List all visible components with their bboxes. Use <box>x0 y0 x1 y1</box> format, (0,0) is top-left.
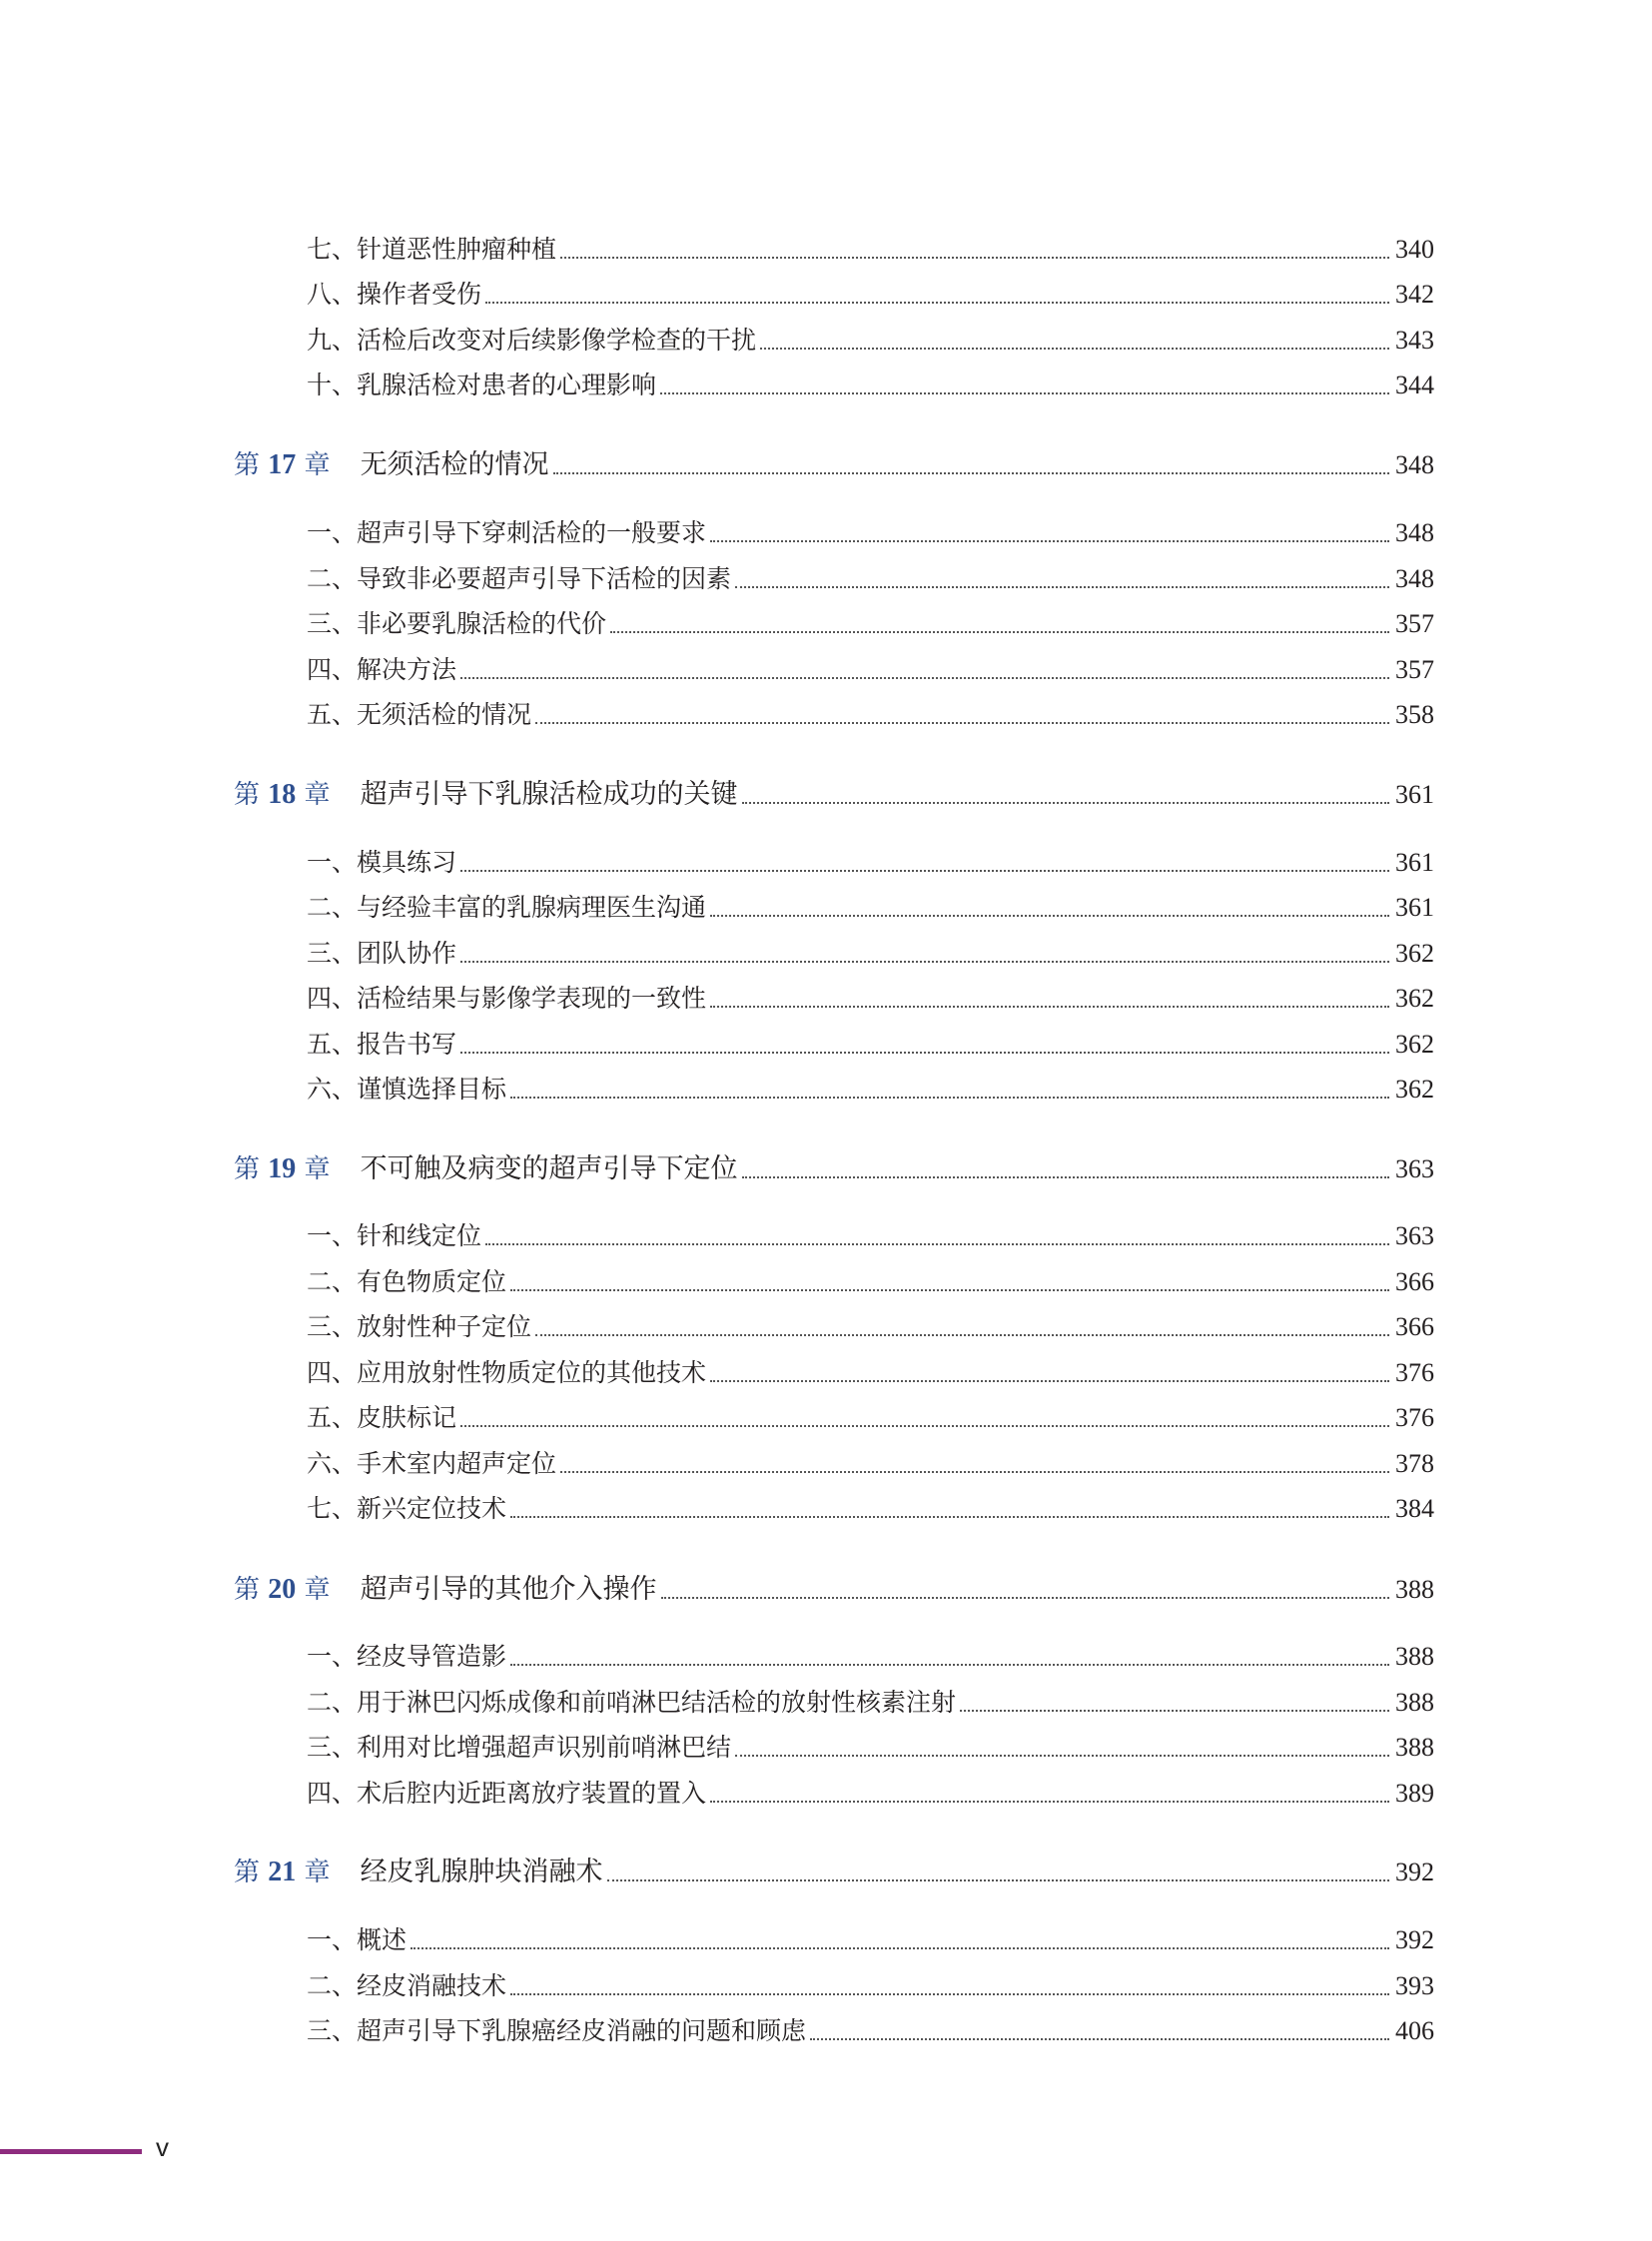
toc-entry[interactable] <box>307 325 1434 357</box>
toc-entry-page: 342 <box>1395 280 1434 309</box>
toc-entry-label: 四、应用放射性物质定位的其他技术 <box>307 1358 707 1387</box>
toc-entry-label: 二、用于淋巴闪烁成像和前哨淋巴结活检的放射性核素注射 <box>307 1688 957 1717</box>
toc-entry[interactable] <box>307 2015 1434 2047</box>
page-number: v <box>156 2132 169 2162</box>
toc-entry-label: 三、团队协作 <box>307 939 457 968</box>
footer-accent-bar <box>0 2149 142 2154</box>
dot-leader <box>735 1755 1389 1757</box>
chapter-title: 经皮乳腺肿块消融术 <box>360 1857 603 1887</box>
toc-entry-page: 361 <box>1395 848 1434 877</box>
toc-entry-label: 一、针和线定位 <box>307 1221 482 1250</box>
toc-entry[interactable] <box>307 1970 1434 2002</box>
toc-entry-page: 362 <box>1395 939 1434 968</box>
toc-entry[interactable] <box>307 1924 1434 1956</box>
dot-leader <box>411 1947 1389 1949</box>
toc-entry[interactable] <box>307 699 1434 731</box>
toc-entry-label: 三、利用对比增强超声识别前哨淋巴结 <box>307 1733 732 1762</box>
toc-entry-page: 389 <box>1395 1779 1434 1808</box>
toc-entry-page: 388 <box>1395 1642 1434 1671</box>
toc-entry[interactable] <box>307 892 1434 924</box>
toc-entry[interactable] <box>307 563 1434 595</box>
toc-entry-page: 392 <box>1395 1858 1434 1886</box>
toc-entry-label: 六、谨慎选择目标 <box>307 1075 507 1104</box>
dot-leader <box>960 1710 1389 1712</box>
chapter-number: 第 18 章 <box>234 779 331 810</box>
dot-leader <box>485 302 1389 304</box>
toc-entry-page: 344 <box>1395 371 1434 399</box>
toc-entry-label: 一、概述 <box>307 1925 408 1954</box>
toc-entry-label: 六、手术室内超声定位 <box>307 1449 557 1478</box>
toc-entry[interactable] <box>307 983 1434 1015</box>
toc-chapter-21[interactable] <box>234 1857 1434 1888</box>
toc-entry[interactable] <box>307 1029 1434 1061</box>
dot-leader <box>710 540 1389 542</box>
dot-leader <box>735 586 1389 588</box>
toc-entry[interactable] <box>307 1402 1434 1434</box>
toc-entry-page: 363 <box>1395 1154 1434 1183</box>
toc-chapter-20[interactable] <box>234 1574 1434 1606</box>
toc-entry-label: 三、非必要乳腺活检的代价 <box>307 609 607 638</box>
toc-entry-label: 一、模具练习 <box>307 848 457 877</box>
toc-entry[interactable] <box>307 938 1434 970</box>
toc-chapter-17[interactable] <box>234 449 1434 481</box>
dot-leader <box>660 392 1389 394</box>
toc-entry-label: 四、术后腔内近距离放疗装置的置入 <box>307 1779 707 1808</box>
chapter-number: 第 17 章 <box>234 449 331 480</box>
toc-entry-label: 三、放射性种子定位 <box>307 1312 532 1341</box>
toc-entry[interactable] <box>307 1641 1434 1673</box>
chapter-title: 超声引导下乳腺活检成功的关键 <box>360 779 738 810</box>
toc-entry-page: 357 <box>1395 655 1434 684</box>
toc-entry-label: 九、活检后改变对后续影像学检查的干扰 <box>307 326 757 355</box>
dot-leader <box>460 1425 1389 1427</box>
toc-entry-page: 384 <box>1395 1494 1434 1523</box>
toc-entry-page: 348 <box>1395 518 1434 547</box>
dot-leader <box>710 915 1389 917</box>
dot-leader <box>760 348 1389 350</box>
toc-entry[interactable] <box>307 370 1434 401</box>
toc-entry-page: 340 <box>1395 235 1434 264</box>
toc-entry[interactable] <box>307 1448 1434 1480</box>
chapter-title: 无须活检的情况 <box>360 449 549 480</box>
toc-entry-label: 二、与经验丰富的乳腺病理医生沟通 <box>307 893 707 922</box>
dot-leader <box>710 1801 1389 1803</box>
dot-leader <box>535 722 1389 724</box>
toc-entry-page: 362 <box>1395 1075 1434 1104</box>
toc-entry-page: 366 <box>1395 1312 1434 1341</box>
dot-leader <box>510 1993 1389 1995</box>
toc-entry-label: 八、操作者受伤 <box>307 280 482 309</box>
toc-entry-page: 361 <box>1395 893 1434 922</box>
toc-chapter-19[interactable] <box>234 1153 1434 1185</box>
dot-leader <box>485 1243 1389 1245</box>
dot-leader <box>560 257 1389 259</box>
dot-leader <box>710 1380 1389 1382</box>
chapter-number: 第 19 章 <box>234 1153 331 1184</box>
toc-entry-page: 376 <box>1395 1403 1434 1432</box>
dot-leader <box>560 1471 1389 1473</box>
toc-entry-page: 361 <box>1395 780 1434 809</box>
toc-entry-page: 392 <box>1395 1925 1434 1954</box>
dot-leader <box>607 1879 1389 1881</box>
toc-entry-label: 一、经皮导管造影 <box>307 1642 507 1671</box>
toc-entry-label: 五、皮肤标记 <box>307 1403 457 1432</box>
dot-leader <box>661 1597 1389 1599</box>
dot-leader <box>610 631 1389 633</box>
toc-entry-label: 一、超声引导下穿刺活检的一般要求 <box>307 518 707 547</box>
toc-entry-page: 388 <box>1395 1688 1434 1717</box>
toc-entry[interactable] <box>307 1220 1434 1252</box>
toc-entry-label: 四、解决方法 <box>307 655 457 684</box>
toc-entry-page: 378 <box>1395 1449 1434 1478</box>
dot-leader <box>710 1006 1389 1008</box>
toc-entry-page: 388 <box>1395 1733 1434 1762</box>
toc-entry-label: 二、经皮消融技术 <box>307 1971 507 2000</box>
toc-entry[interactable] <box>307 1732 1434 1764</box>
dot-leader <box>535 1334 1389 1336</box>
toc-entry-label: 十、乳腺活检对患者的心理影响 <box>307 371 657 399</box>
toc-entry-label: 七、针道恶性肿瘤种植 <box>307 235 557 264</box>
toc-entry-page: 348 <box>1395 564 1434 593</box>
toc-entry-page: 362 <box>1395 1030 1434 1059</box>
toc-entry-page: 358 <box>1395 700 1434 729</box>
dot-leader <box>460 961 1389 963</box>
toc-entry[interactable] <box>307 847 1434 879</box>
dot-leader <box>510 1289 1389 1291</box>
dot-leader <box>553 472 1389 474</box>
toc-entry[interactable] <box>307 234 1434 266</box>
chapter-title: 超声引导的其他介入操作 <box>360 1574 657 1605</box>
toc-entry[interactable] <box>307 654 1434 686</box>
dot-leader <box>742 802 1389 804</box>
toc-entry-page: 393 <box>1395 1971 1434 2000</box>
toc-entry[interactable] <box>307 1778 1434 1810</box>
toc-entry[interactable] <box>307 1074 1434 1106</box>
toc-entry[interactable] <box>307 279 1434 311</box>
toc-entry-page: 362 <box>1395 984 1434 1013</box>
toc-entry[interactable] <box>307 517 1434 549</box>
chapter-number: 第 21 章 <box>234 1857 331 1887</box>
toc-entry-page: 348 <box>1395 450 1434 479</box>
toc-entry-label: 三、超声引导下乳腺癌经皮消融的问题和顾虑 <box>307 2016 807 2045</box>
dot-leader <box>510 1097 1389 1099</box>
dot-leader <box>742 1176 1389 1178</box>
chapter-title: 不可触及病变的超声引导下定位 <box>360 1153 738 1184</box>
toc-entry-label: 七、新兴定位技术 <box>307 1494 507 1523</box>
toc-entry[interactable] <box>307 1687 1434 1719</box>
toc-entry-page: 363 <box>1395 1221 1434 1250</box>
toc-entry-page: 357 <box>1395 609 1434 638</box>
toc-entry-page: 376 <box>1395 1358 1434 1387</box>
toc-entry-page: 406 <box>1395 2016 1434 2045</box>
toc-entry-page: 366 <box>1395 1267 1434 1296</box>
toc-entry[interactable] <box>307 1493 1434 1525</box>
toc-entry-label: 五、无须活检的情况 <box>307 700 532 729</box>
dot-leader <box>810 2038 1389 2040</box>
toc-entry-label: 二、有色物质定位 <box>307 1267 507 1296</box>
dot-leader <box>460 1052 1389 1054</box>
toc-entry-label: 四、活检结果与影像学表现的一致性 <box>307 984 707 1013</box>
dot-leader <box>510 1664 1389 1666</box>
toc-entry-label: 二、导致非必要超声引导下活检的因素 <box>307 564 732 593</box>
toc-entry-page: 343 <box>1395 326 1434 355</box>
chapter-number: 第 20 章 <box>234 1574 331 1605</box>
toc-entry-label: 五、报告书写 <box>307 1030 457 1059</box>
toc-entry[interactable] <box>307 1311 1434 1343</box>
dot-leader <box>460 677 1389 679</box>
toc-entry[interactable] <box>307 1357 1434 1389</box>
toc-chapter-18[interactable] <box>234 779 1434 811</box>
toc-entry-page: 388 <box>1395 1575 1434 1604</box>
toc-entry[interactable] <box>307 1266 1434 1298</box>
toc-entry[interactable] <box>307 608 1434 640</box>
dot-leader <box>460 870 1389 872</box>
dot-leader <box>510 1516 1389 1518</box>
